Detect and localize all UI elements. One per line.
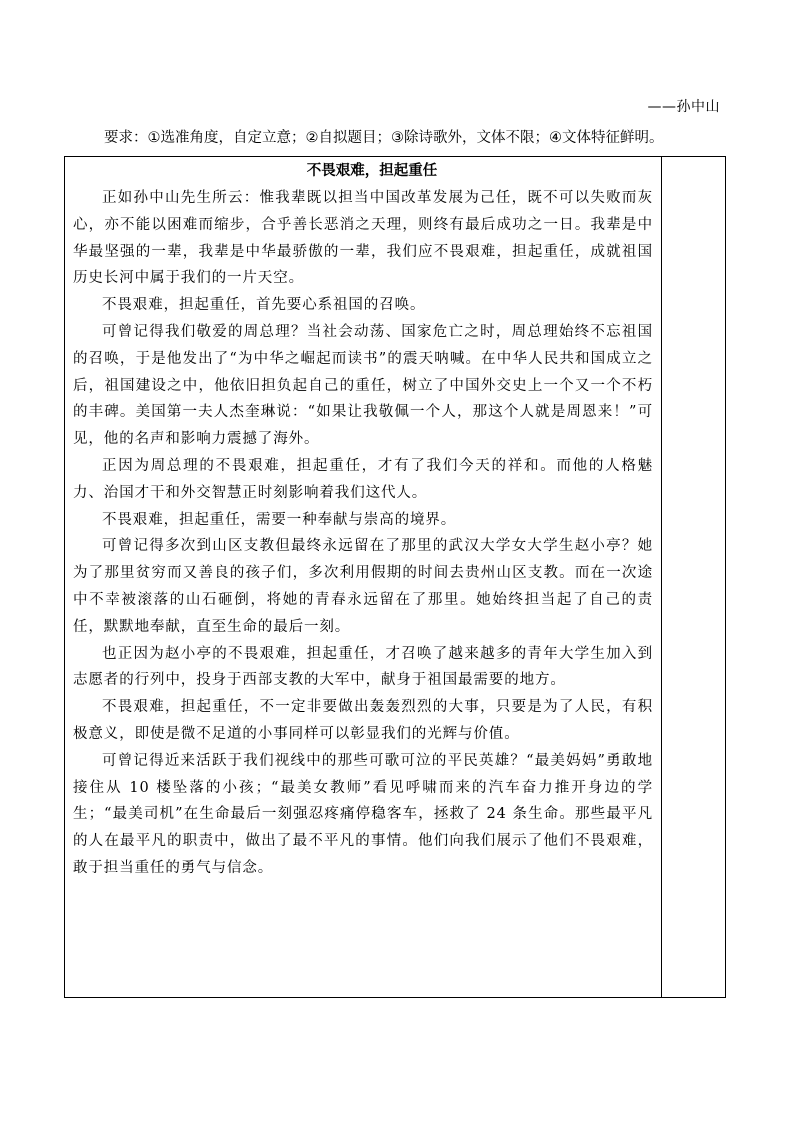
essay-paragraph-3: 可曾记得我们敬爱的周总理？当社会动荡、国家危亡之时，周总理始终不忘祖国的召唤，于是他发出了“为中华之崛起而读书”的震天呐喊。在中华人民共和国成立之后，祖国建设之中，他依旧担负起自己的重任，树立了中国外交史上一个又一个不朽的丰碑。美国第一夫人杰奎琳说：“如果让我敬佩一个人，那这个人就是周恩来！”可见，他的名声和影响力震撼了海外。 (73, 323, 653, 448)
quote-attribution: ——孙中山 (647, 99, 720, 115)
essay-title: 不畏艰难，担起重任 (306, 163, 438, 179)
essay-paragraph-1: 正如孙中山先生所云：惟我辈既以担当中国改革发展为己任，既不可以失败而灰心，亦不能以困难而缩步，合乎善长恶消之天理，则终有最后成功之一日。我辈是中华最坚强的一辈，我辈是中华最骄傲的一辈，我们应不畏艰难，担起重任，成就祖国历史长河中属于我们的一片天空。 (73, 190, 653, 287)
essay-requirements: 要求：①选准角度，自定立意；②自拟题目；③除诗歌外，文体不限；④文体特征鲜明。 (104, 130, 664, 146)
essay-paragraph-6: 可曾记得多次到山区支教但最终永远留在了那里的武汉大学女大学生赵小亭？她为了那里贫穷而又善良的孩子们，多次利用假期的时间去贵州山区支教。而在一次途中不幸被滚落的山石砸倒，将她的青春永远留在了那里。她始终担当起了自己的责任，默默地奉献，直至生命的最后一刻。 (73, 538, 653, 635)
essay-paragraph-8: 不畏艰难，担起重任，不一定非要做出轰轰烈烈的大事，只要是为了人民，有积极意义，即使是微不足道的小事同样可以彰显我们的光辉与价值。 (73, 699, 653, 742)
table-column-divider (661, 157, 662, 997)
essay-paragraph-4: 正因为周总理的不畏艰难，担起重任，才有了我们今天的祥和。而他的人格魅力、治国才干和外交智慧正时刻影响着我们这代人。 (73, 457, 653, 501)
essay-paragraph-7: 也正因为赵小亭的不畏艰难，担起重任，才召唤了越来越多的青年大学生加入到志愿者的行列中，投身于西部支教的大军中，献身于祖国最需要的地方。 (73, 645, 653, 689)
essay-table (64, 156, 726, 998)
essay-paragraph-9: 可曾记得近来活跃于我们视线中的那些可歌可泣的平民英雄？“最美妈妈”勇敢地接住从 10 楼坠落的小孩；“最美女教师”看见呼啸而来的汽车奋力推开身边的学生；“最美司机”在生命最后一刻强忍疼痛停稳客车，拯救了 24 条生命。那些最平凡的人在最平凡的职责中，做出了最不平凡的事情。他们向我们展示了他们不畏艰难，敢于担当重任的勇气与信念。 (73, 752, 653, 876)
essay-paragraph-5: 不畏艰难，担起重任，需要一种奉献与崇高的境界。 (102, 511, 457, 528)
essay-cell (65, 157, 661, 997)
essay-paragraph-2: 不畏艰难，担起重任，首先要心系祖国的召唤。 (102, 297, 426, 314)
